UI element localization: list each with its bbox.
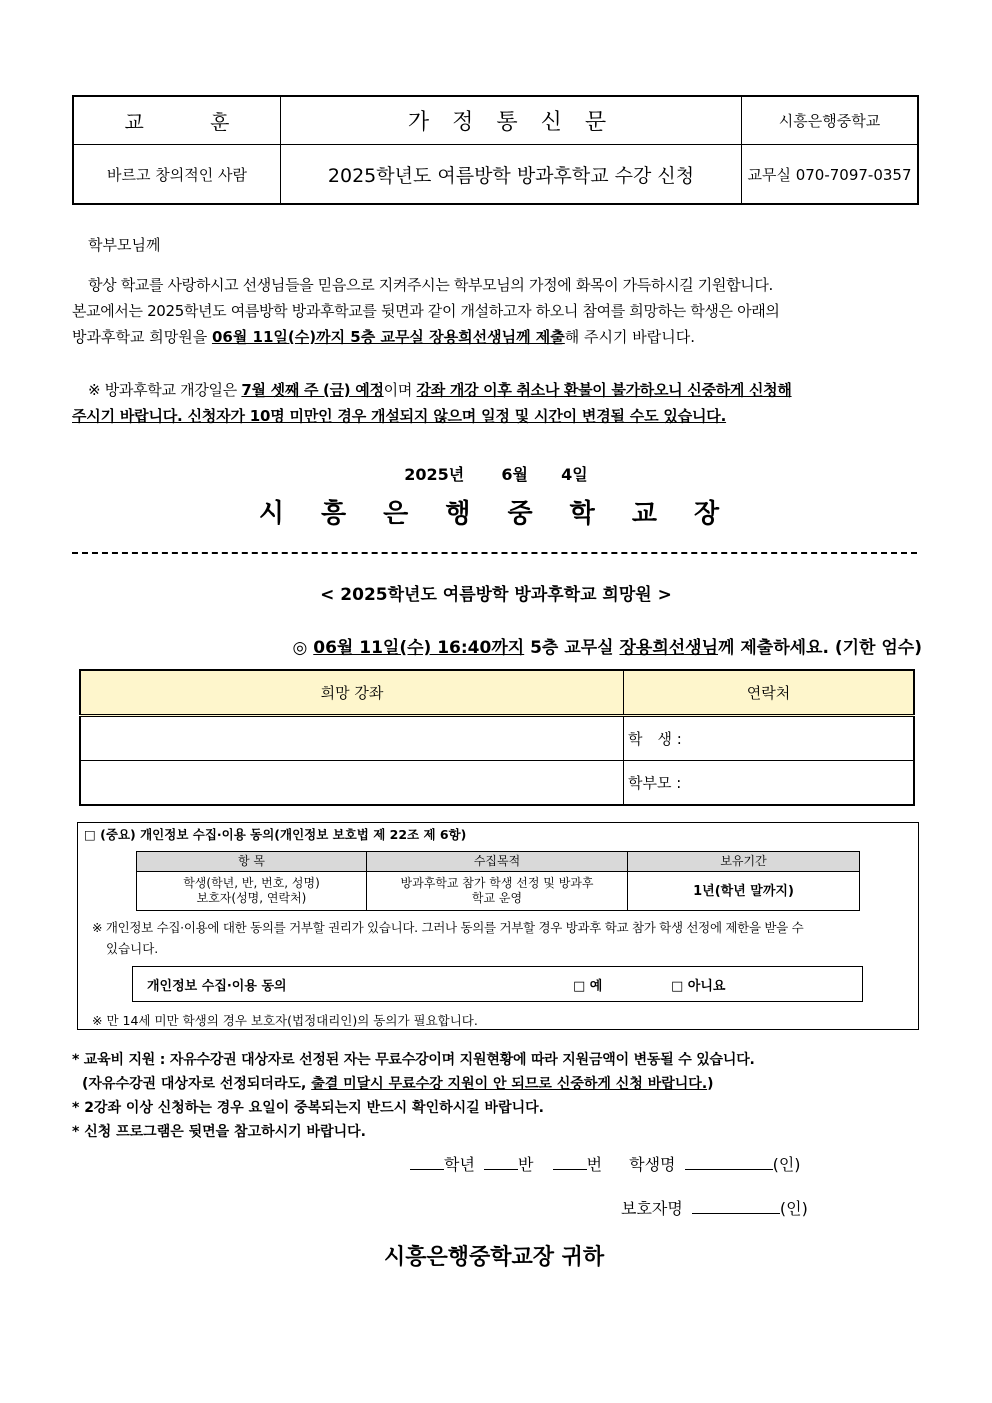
school-name-cell (742, 96, 919, 145)
bullet-icon: ◎ (292, 638, 314, 658)
form-deadline (293, 633, 923, 658)
date-year: 2025년 (404, 465, 465, 484)
course-input-1[interactable] (80, 716, 624, 761)
header-contact: 연락처 (624, 670, 915, 716)
privacy-purpose-cell (367, 872, 628, 911)
form-title: < 2025학년도 여름방학 방과후학교 희망원 > (320, 585, 672, 605)
parent-contact-label: 학부모 : (628, 774, 682, 792)
privacy-period: 1년(학년 말까지) (628, 872, 860, 911)
consent-row (132, 966, 863, 1002)
letter-text: 이며 (383, 381, 417, 399)
student-name-blank[interactable] (685, 1155, 773, 1170)
deadline-text: 5층 교무실 (524, 638, 620, 658)
consent-yes-checkbox[interactable]: □ 예 (573, 979, 603, 994)
note-schedule: * 2강좌 이상 신청하는 경우 요일이 중복되는지 반드시 확인하시길 바랍니다. (72, 1100, 544, 1116)
office-contact: 교무실 070-7097-0357 (747, 165, 912, 184)
note-funding: * 교육비 지원 : 자유수강권 대상자로 선정된 자는 무료수강이며 지원현황에 따라 지원금액이 변동될 수 있습니다. (72, 1052, 755, 1068)
opening-date: 7월 셋째 주 (금) 예정 (241, 381, 384, 399)
letter-line: 본교에서는 2025학년도 여름방학 방과후학교를 뒷면과 같이 개설하고자 하오니 참여를 희망하는 학생은 아래의 (72, 302, 780, 320)
application-table (79, 669, 915, 806)
student-contact-field[interactable] (624, 716, 915, 761)
seal-mark: (인) (772, 1155, 801, 1174)
number-blank[interactable] (553, 1155, 587, 1170)
student-contact-label: 학 생 : (628, 730, 682, 748)
header-course: 희망 강좌 (80, 670, 624, 716)
privacy-header-period: 보유기간 (628, 852, 860, 872)
privacy-table (136, 851, 860, 911)
header-table (72, 95, 919, 205)
guardian-signature-line (621, 1196, 808, 1219)
date-month: 6월 (501, 465, 528, 484)
refund-warning: 강좌 개강 이후 취소나 환불이 불가하오니 신중하게 신청해 (416, 381, 792, 399)
motto: 바르고 창의적인 사람 (107, 165, 247, 184)
parent-contact-field[interactable] (624, 761, 915, 806)
privacy-notice (92, 917, 912, 959)
deadline-time: 06월 11일(수) 16:40까지 (313, 638, 525, 658)
motto-label-cell (73, 96, 281, 145)
note-text: (자유수강권 대상자로 선정되더라도, (82, 1076, 312, 1092)
notes (72, 1048, 932, 1144)
doc-type-title: 가 정 통 신 문 (407, 110, 615, 135)
privacy-item: 학생(학년, 반, 번호, 성명) (183, 876, 320, 890)
privacy-notice-line: ※ 개인정보 수집·이용에 대한 동의를 거부할 권리가 있습니다. 그러나 동의를 거부할 경우 방과후 학교 참가 학생 선정에 제한을 받을 수 (92, 920, 804, 935)
letter-line (72, 377, 924, 403)
minor-consent-note: ※ 만 14세 미만 학생의 경우 보호자(법정대리인)의 동의가 필요합니다. (92, 1013, 478, 1028)
deadline-emphasis: 06월 11일(수)까지 5층 교무실 장용희선생님께 제출 (211, 328, 565, 346)
contact-cell (742, 145, 919, 205)
class-blank[interactable] (484, 1155, 518, 1170)
letter-paragraph-1 (72, 272, 922, 350)
principal-title: 시 흥 은 행 중 학 교 장 (258, 499, 734, 529)
course-input-2[interactable] (80, 761, 624, 806)
deadline-text: 께 제출하세요. (기한 엄수) (718, 638, 922, 658)
note-attendance-warning: 출결 미달시 무료수강 지원이 안 되므로 신중하게 신청 바랍니다. (311, 1076, 708, 1092)
consent-label: 개인정보 수집·이용 동의 (147, 979, 287, 994)
refund-warning-cont: 주시기 바랍니다. 신청자가 10명 미만인 경우 개설되지 않으며 일정 및 시간이 변경될 수도 있습니다. (72, 407, 727, 425)
guardian-name-label: 보호자명 (621, 1199, 683, 1218)
letter-text: 방과후학교 희망원을 (72, 328, 212, 346)
note-program: * 신청 프로그램은 뒷면을 참고하시기 바랍니다. (72, 1124, 366, 1140)
motto-cell (73, 145, 281, 205)
privacy-title: □ (중요) 개인정보 수집·이용 동의(개인정보 보호법 제 22조 제 6항) (84, 827, 467, 842)
note-text: ) (707, 1076, 714, 1092)
grade-blank[interactable] (410, 1155, 444, 1170)
privacy-purpose: 학교 운영 (471, 891, 523, 905)
subject-cell (281, 145, 742, 205)
letter-text: 해 주시기 바랍니다. (564, 328, 696, 346)
guardian-name-blank[interactable] (692, 1199, 780, 1214)
letter-paragraph-2 (72, 377, 924, 429)
privacy-header-item: 항 목 (137, 852, 367, 872)
motto-label: 교 훈 (124, 110, 260, 134)
grade-label: 학년 (444, 1155, 475, 1174)
letter-text: ※ 방과후학교 개강일은 (88, 381, 242, 399)
salutation: 학부모님께 (88, 236, 161, 254)
privacy-purpose: 방과후학교 참가 학생 선정 및 방과후 (400, 876, 594, 890)
letter-line (72, 324, 922, 350)
note-funding-detail (72, 1072, 932, 1096)
privacy-notice-line: 있습니다. (106, 941, 159, 956)
issue-date (0, 462, 992, 485)
seal-mark: (인) (779, 1199, 808, 1218)
subject: 2025학년도 여름방학 방과후학교 수강 신청 (327, 164, 695, 187)
privacy-item: 보호자(성명, 연락처) (196, 891, 307, 905)
date-day: 4일 (561, 465, 588, 484)
privacy-header-purpose: 수집목적 (367, 852, 628, 872)
number-label: 번 (586, 1155, 603, 1174)
consent-no-checkbox[interactable]: □ 아니요 (671, 979, 726, 994)
class-label: 반 (518, 1155, 534, 1174)
privacy-consent-box (77, 822, 919, 1030)
privacy-item-cell (137, 872, 367, 911)
letter-line: 항상 학교를 사랑하시고 선생님들을 믿음으로 지켜주시는 학부모님의 가정에 화목이 가득하시길 기원합니다. (88, 276, 773, 294)
student-name-label: 학생명 (629, 1155, 676, 1174)
cut-line (72, 552, 917, 554)
addressee: 시흥은행중학교장 귀하 (384, 1245, 605, 1270)
student-signature-line (410, 1152, 801, 1175)
deadline-teacher: 장용희선생님 (619, 638, 719, 658)
school-name: 시흥은행중학교 (778, 112, 881, 130)
doc-type-cell (281, 96, 742, 145)
